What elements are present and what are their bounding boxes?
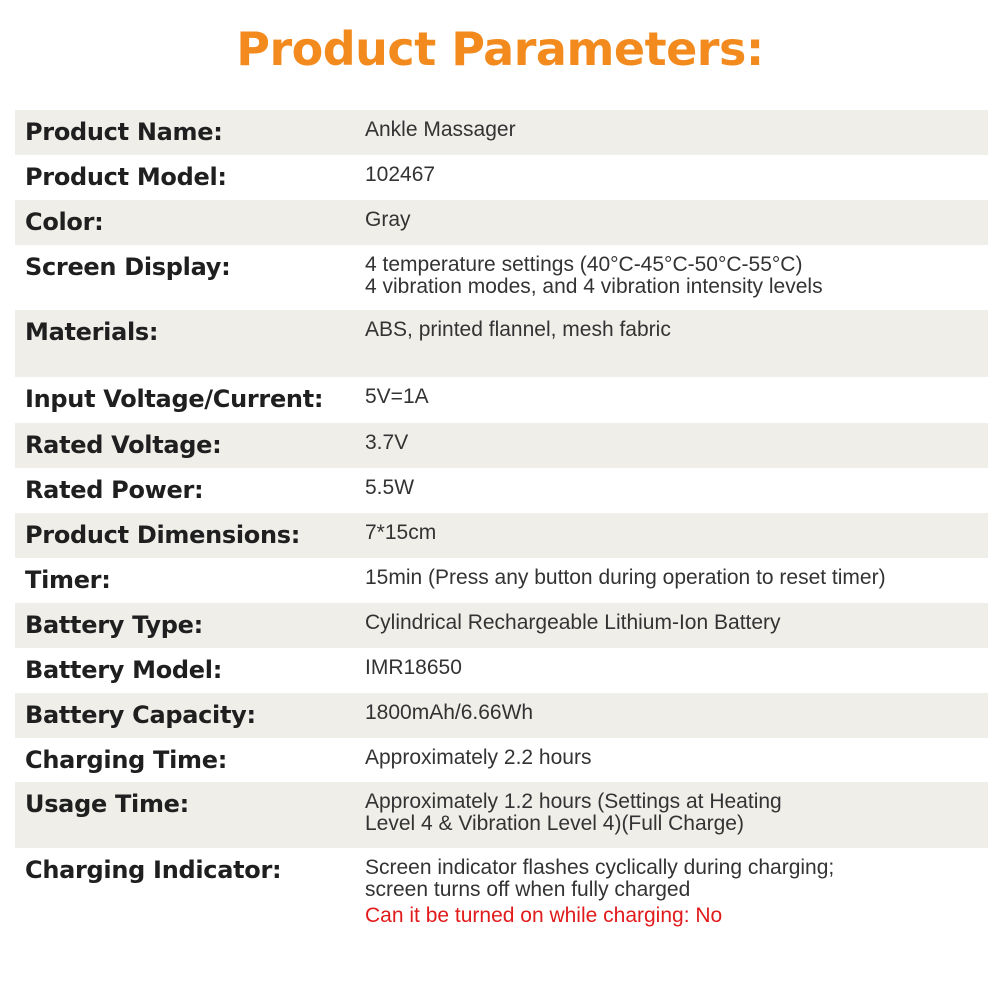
row-label: Color:	[25, 208, 104, 236]
row-label: Battery Capacity:	[25, 701, 256, 729]
table-row	[15, 513, 988, 558]
row-value	[365, 386, 985, 408]
row-label: Materials:	[25, 318, 159, 346]
row-label: Input Voltage/Current:	[25, 385, 324, 413]
value-line: 4 temperature settings (40°C-45°C-50°C-55°C)	[365, 253, 803, 276]
row-label: Rated Power:	[25, 476, 204, 504]
row-label: Product Name:	[25, 118, 223, 146]
row-label: Screen Display:	[25, 253, 231, 281]
value-line: Cylindrical Rechargeable Lithium-Ion Battery	[365, 611, 781, 634]
value-line: Screen indicator flashes cyclically during charging;	[365, 856, 835, 879]
row-label: Battery Type:	[25, 611, 203, 639]
table-row	[15, 603, 988, 648]
row-value	[365, 119, 985, 141]
value-line: Level 4 & Vibration Level 4)(Full Charge)	[365, 812, 744, 835]
table-row	[15, 110, 988, 155]
row-label: Rated Voltage:	[25, 431, 222, 459]
row-label: Product Model:	[25, 163, 227, 191]
value-line: 1800mAh/6.66Wh	[365, 701, 534, 724]
row-value	[365, 657, 985, 679]
row-value	[365, 791, 985, 835]
table-row	[15, 558, 988, 603]
value-line: 3.7V	[365, 431, 409, 454]
page-title: Product Parameters:	[236, 22, 764, 76]
table-row	[15, 155, 988, 200]
value-line: 5V=1A	[365, 385, 429, 408]
row-value	[365, 612, 985, 634]
table-row	[15, 848, 988, 938]
value-line: 15min (Press any button during operation to reset timer)	[365, 566, 886, 589]
value-line: Gray	[365, 208, 411, 231]
row-label: Charging Indicator:	[25, 856, 282, 884]
table-row	[15, 423, 988, 468]
value-line: ABS, printed flannel, mesh fabric	[365, 318, 671, 341]
row-value	[365, 432, 985, 454]
table-row	[15, 782, 988, 848]
value-line: 7*15cm	[365, 521, 437, 544]
value-line: Ankle Massager	[365, 118, 516, 141]
row-value	[365, 254, 985, 298]
table-row	[15, 245, 988, 310]
table-row	[15, 648, 988, 693]
value-line: 4 vibration modes, and 4 vibration intensity levels	[365, 275, 823, 298]
value-line: screen turns off when fully charged	[365, 878, 691, 901]
parameters-table	[15, 110, 988, 938]
row-label: Usage Time:	[25, 790, 189, 818]
row-value	[365, 747, 985, 769]
charging-note: Can it be turned on while charging: No	[365, 904, 723, 927]
row-label: Timer:	[25, 566, 111, 594]
row-value	[365, 702, 985, 724]
table-row	[15, 693, 988, 738]
value-line: 5.5W	[365, 476, 415, 499]
row-value	[365, 164, 985, 186]
row-value	[365, 567, 985, 589]
row-label: Product Dimensions:	[25, 521, 301, 549]
table-row	[15, 200, 988, 245]
table-row	[15, 468, 988, 513]
value-line: IMR18650	[365, 656, 462, 679]
table-row	[15, 738, 988, 782]
row-label: Charging Time:	[25, 746, 228, 774]
table-row	[15, 310, 988, 377]
row-value	[365, 209, 985, 231]
row-value	[365, 522, 985, 544]
table-row	[15, 377, 988, 423]
row-value	[365, 319, 985, 341]
row-value	[365, 857, 985, 927]
value-line: Approximately 1.2 hours (Settings at Heating	[365, 790, 782, 813]
row-value	[365, 477, 985, 499]
value-line: Approximately 2.2 hours	[365, 746, 592, 769]
value-line: 102467	[365, 163, 436, 186]
row-label: Battery Model:	[25, 656, 222, 684]
